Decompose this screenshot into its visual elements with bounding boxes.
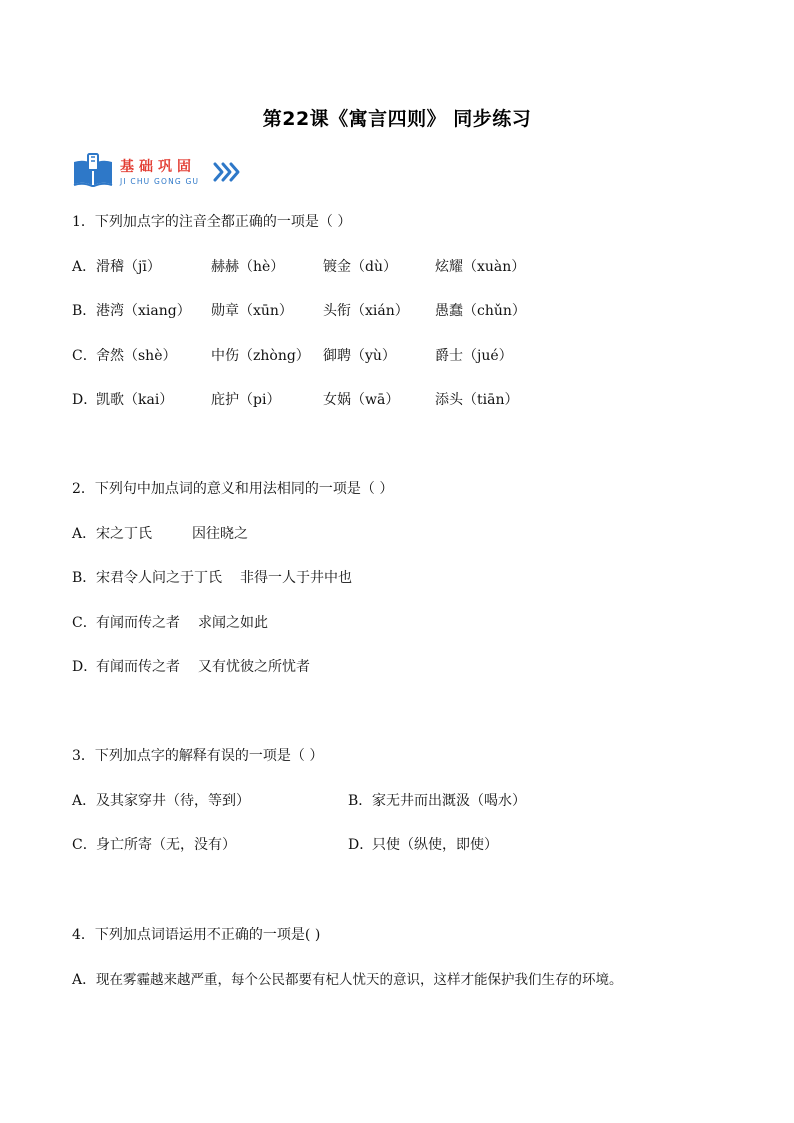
chevron-right-icon <box>215 164 238 180</box>
section-banner <box>72 152 242 192</box>
page-title: 第22课《寓言四则》 同步练习 <box>262 108 532 130</box>
question-1-stem: 1．下列加点字的注音全都正确的一项是（ ） <box>72 214 352 230</box>
banner-pinyin: JI CHU GONG GU <box>120 177 200 186</box>
question-4-stem: 4．下列加点词语运用不正确的一项是( ) <box>72 927 321 943</box>
question-3-stem: 3．下列加点字的解释有误的一项是（ ） <box>72 748 324 764</box>
banner-label: 基础巩固 <box>120 159 196 175</box>
question-2-stem: 2．下列句中加点词的意义和用法相同的一项是（ ） <box>72 481 394 497</box>
